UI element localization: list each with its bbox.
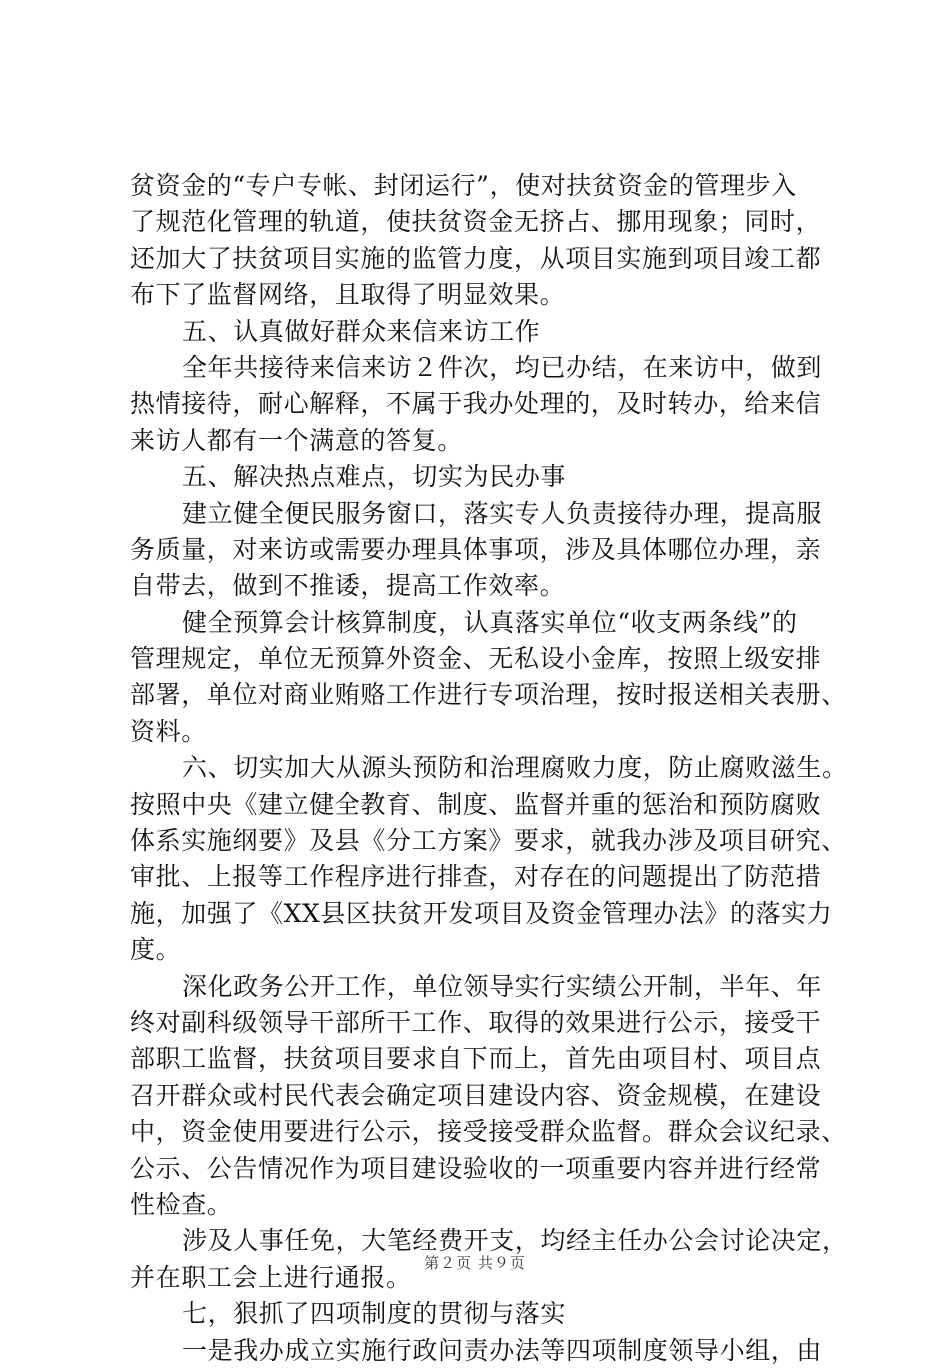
text-line: 资料。 [130, 716, 207, 746]
text-line: 终对副科级领导干部所干工作、取得的效果进行公示，接受干 [130, 1007, 822, 1037]
text-line: 还加大了扶贫项目实施的监管力度，从项目实施到项目竣工都 [130, 243, 822, 273]
text-line: 布下了监督网络，且取得了明显效果。 [130, 280, 566, 310]
text-line: 中，资金使用要进行公示，接受接受群众监督。群众会议纪录、 [130, 1117, 847, 1147]
text-line: 全年共接待来信来访２件次，均已办结，在来访中，做到 [182, 352, 823, 382]
text-line: 了规范化管理的轨道，使扶贫资金无挤占、挪用现象；同时， [130, 207, 822, 237]
text-line: 五、认真做好群众来信来访工作 [182, 316, 541, 346]
text-line: 体系实施纲要》及县《分工方案》要求，就我办涉及项目研究、 [130, 826, 847, 856]
text-line: 度。 [130, 935, 182, 965]
text-line: 自带去，做到不推诿，提高工作效率。 [130, 571, 566, 601]
text-line: 公示、公告情况作为项目建设验收的一项重要内容并进行经常 [130, 1153, 822, 1183]
text-line: 深化政务公开工作，单位领导实行实绩公开制，半年、年 [182, 971, 823, 1001]
text-line: 七，狠抓了四项制度的贯彻与落实 [182, 1299, 567, 1329]
page-footer: 第２页 共９页 [424, 1254, 526, 1272]
text-line: 五、解决热点难点，切实为民办事 [182, 462, 567, 492]
text-line: 务质量，对来访或需要办理具体事项，涉及具体哪位办理，亲 [130, 534, 822, 564]
document-body [130, 168, 848, 1369]
text-line: 部职工监督，扶贫项目要求自下而上，首先由项目村、项目点 [130, 1044, 822, 1074]
text-line: 建立健全便民服务窗口，落实专人负责接待办理，提高服 [182, 498, 823, 528]
text-line: 施，加强了《XX县区扶贫开发项目及资金管理办法》的落实力 [130, 898, 833, 928]
text-line: 管理规定，单位无预算外资金、无私设小金库，按照上级安排 [130, 644, 822, 674]
text-line: 一是我办成立实施行政问责办法等四项制度领导小组，由 [182, 1335, 823, 1365]
text-line: 审批、上报等工作程序进行排查，对存在的问题提出了防范措 [130, 862, 822, 892]
text-line: 健全预算会计核算制度，认真落实单位“收支两条线”的 [182, 607, 798, 637]
text-line: 来访人都有一个满意的答复。 [130, 425, 463, 455]
text-line: 性检查。 [130, 1189, 233, 1219]
text-line: 召开群众或村民代表会确定项目建设内容、资金规模，在建设 [130, 1080, 822, 1110]
text-line: 并在职工会上进行通报。 [130, 1262, 412, 1292]
text-line: 按照中央《建立健全教育、制度、监督并重的惩治和预防腐败 [130, 789, 822, 819]
text-line: 部署，单位对商业贿赂工作进行专项治理，按时报送相关表册、 [130, 680, 847, 710]
text-line: 热情接待，耐心解释，不属于我办处理的，及时转办，给来信 [130, 389, 822, 419]
text-line: 六、切实加大从源头预防和治理腐败力度，防止腐败滋生。 [182, 753, 848, 783]
text-line: 涉及人事任免，大笔经费开支，均经主任办公会讨论决定， [182, 1226, 848, 1256]
text-line: 贫资金的“专户专帐、封闭运行”，使对扶贫资金的管理步入 [130, 171, 797, 200]
